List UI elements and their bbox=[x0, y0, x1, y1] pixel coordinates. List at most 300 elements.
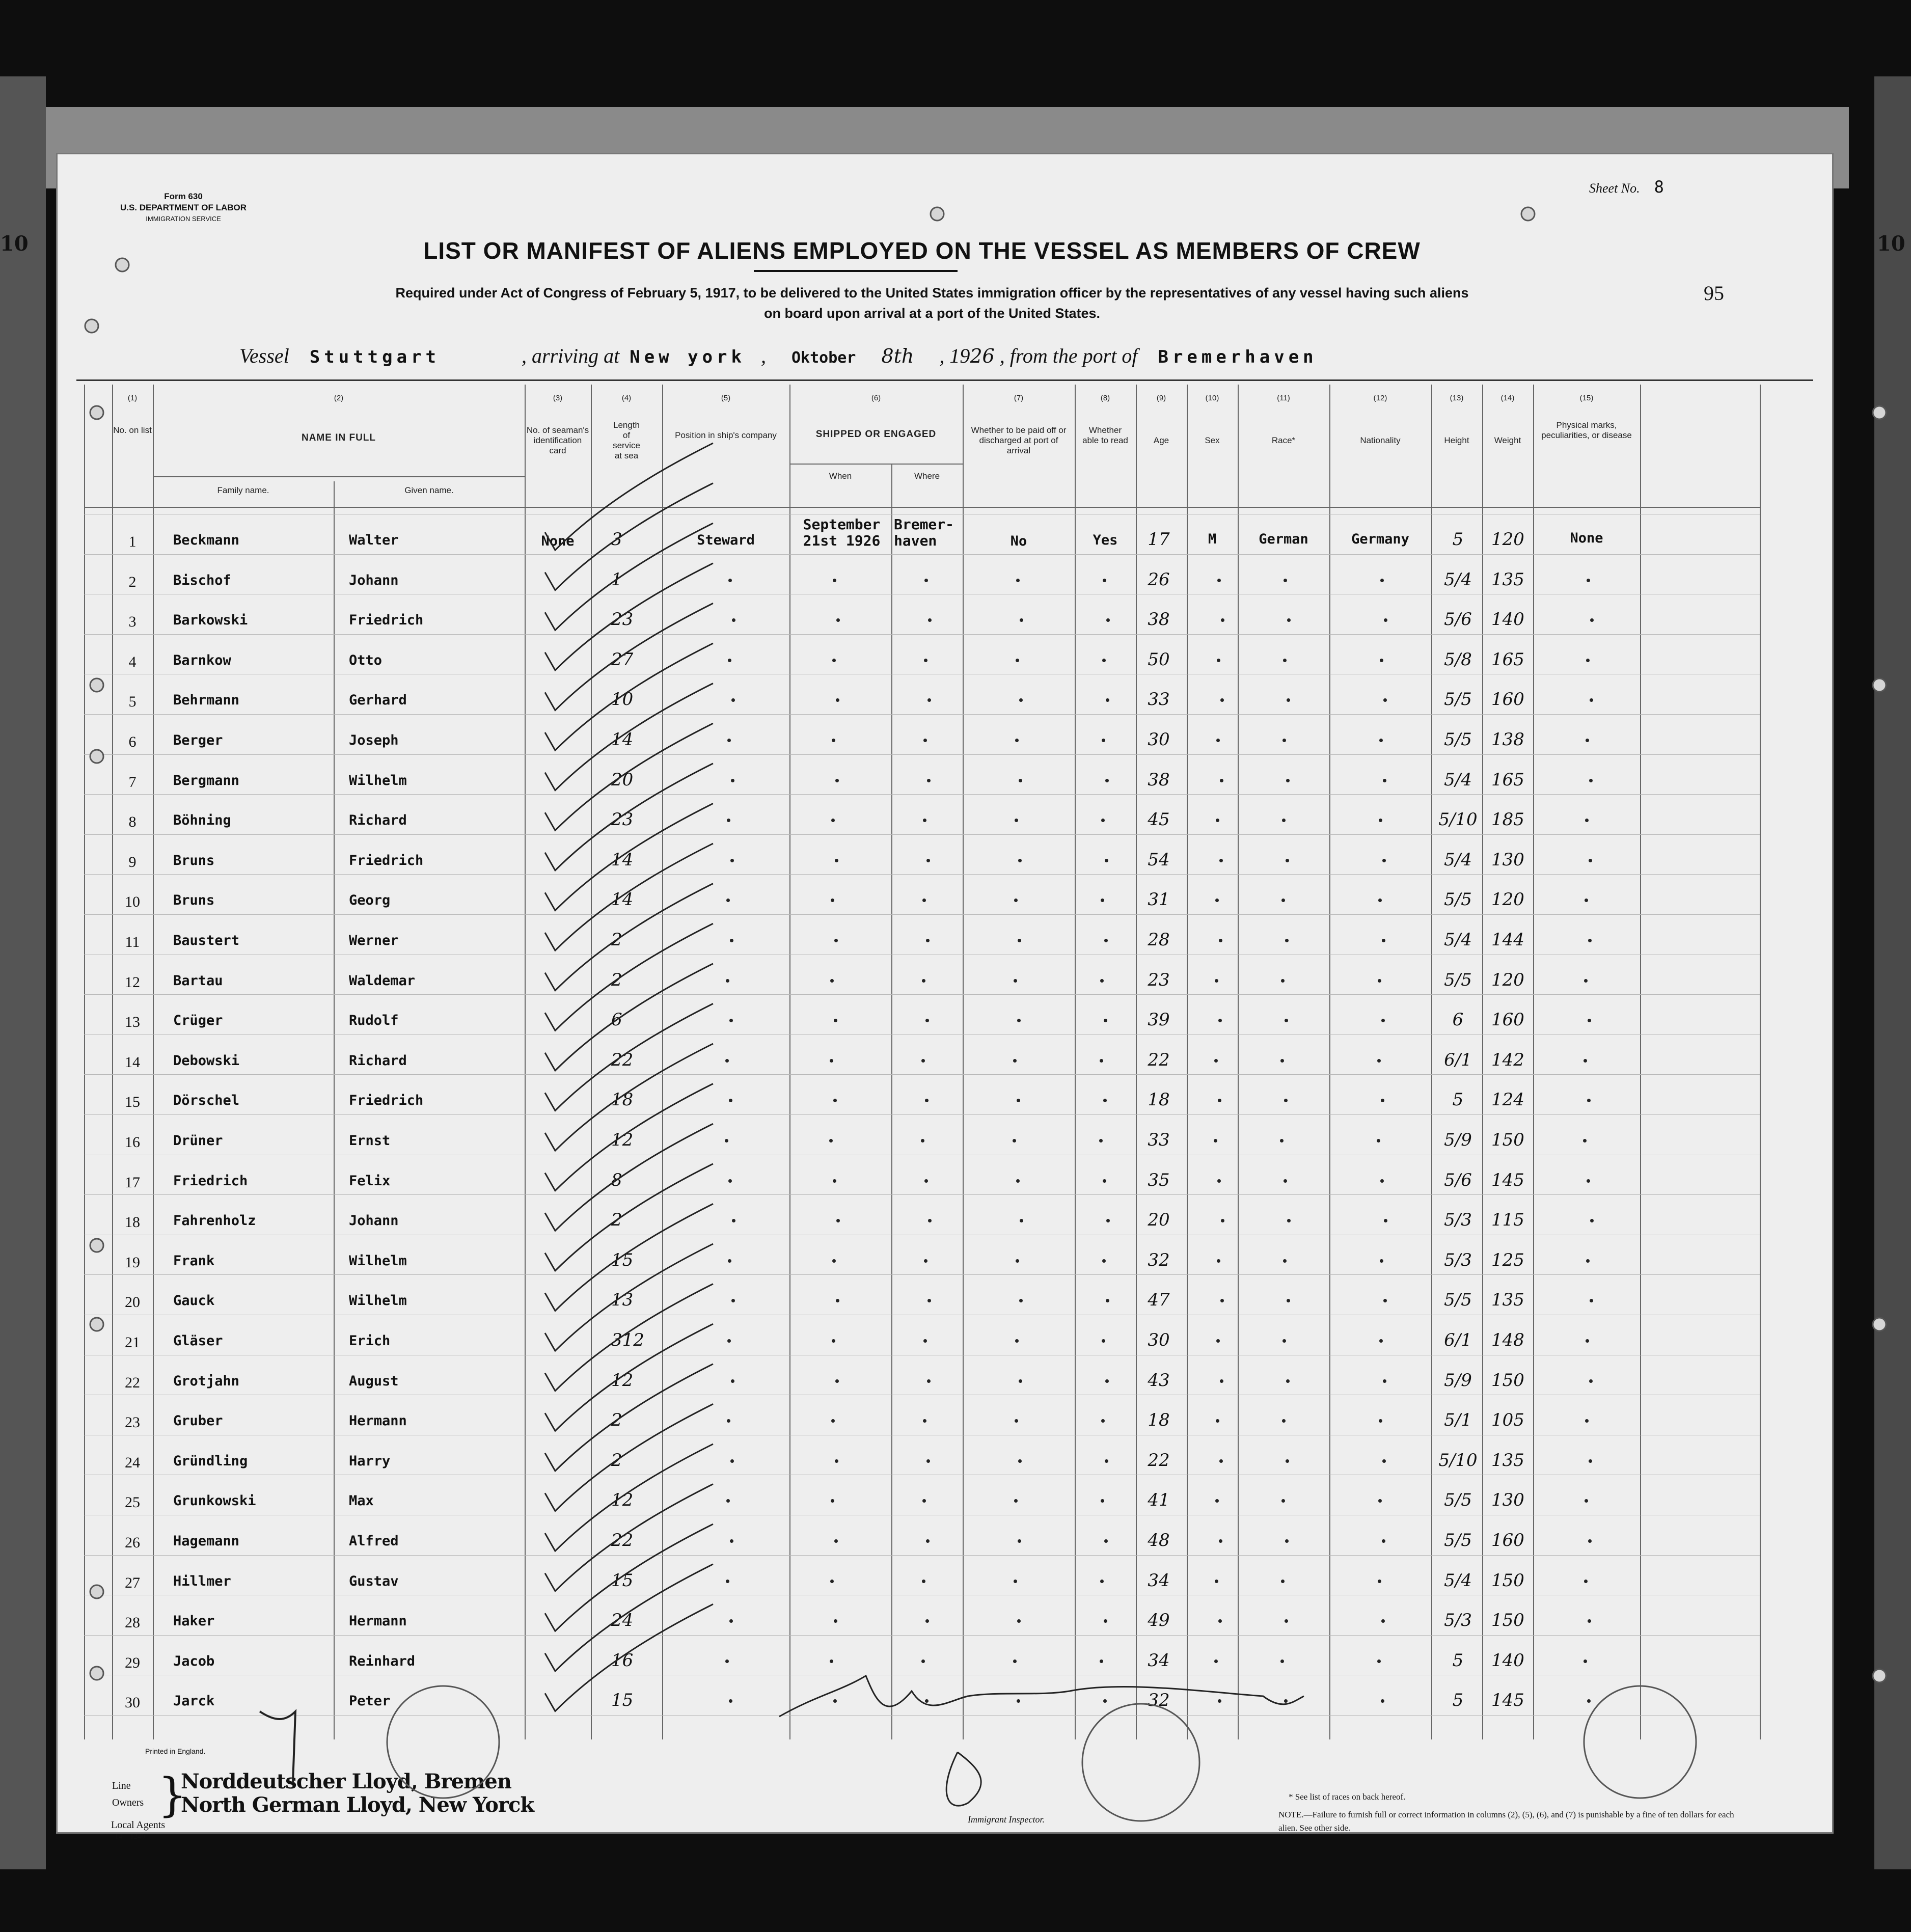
ditto-mark bbox=[1099, 1139, 1103, 1142]
ditto-mark bbox=[1380, 1259, 1383, 1263]
column-rule bbox=[1482, 385, 1483, 1739]
given-name: Friedrich bbox=[349, 1093, 424, 1109]
family-name: Drüner bbox=[173, 1133, 223, 1149]
ditto-mark bbox=[830, 1580, 834, 1583]
ditto-mark bbox=[1590, 618, 1594, 622]
ditto-mark bbox=[1014, 979, 1017, 983]
family-name: Beckmann bbox=[173, 532, 240, 548]
arrival-port: New york bbox=[630, 347, 746, 367]
weight: 124 bbox=[1491, 1090, 1524, 1110]
ditto-mark bbox=[1100, 1659, 1103, 1663]
ditto-mark bbox=[1589, 1459, 1592, 1463]
row-number: 4 bbox=[128, 653, 137, 670]
ditto-mark bbox=[1587, 1179, 1590, 1183]
ditto-mark bbox=[1106, 1299, 1109, 1302]
given-name: Johann bbox=[349, 572, 399, 588]
ditto-mark bbox=[727, 739, 731, 742]
family-name: Gruber bbox=[173, 1413, 223, 1429]
ditto-mark bbox=[922, 1499, 926, 1503]
service-length: 12 bbox=[611, 1490, 634, 1511]
ditto-mark bbox=[1020, 618, 1023, 622]
family-name: Bischof bbox=[173, 572, 231, 588]
ditto-mark bbox=[1378, 899, 1382, 902]
ditto-mark bbox=[923, 1339, 927, 1343]
ditto-mark bbox=[727, 1339, 731, 1343]
col-height: Height bbox=[1444, 436, 1469, 445]
age: 33 bbox=[1148, 1130, 1170, 1150]
ditto-mark bbox=[1281, 899, 1285, 902]
ditto-mark bbox=[732, 618, 735, 622]
age: 50 bbox=[1148, 649, 1170, 670]
ditto-mark bbox=[1106, 618, 1110, 622]
family-name: Baustert bbox=[173, 933, 240, 948]
ditto-mark bbox=[1219, 939, 1222, 942]
ditto-mark bbox=[1218, 1099, 1221, 1102]
given-name: Reinhard bbox=[349, 1653, 416, 1669]
ditto-mark bbox=[730, 939, 733, 942]
row-number: 3 bbox=[128, 613, 137, 631]
family-name: Debowski bbox=[173, 1052, 240, 1069]
ditto-mark bbox=[727, 819, 730, 822]
family-name: Hagemann bbox=[173, 1533, 240, 1549]
ditto-mark bbox=[926, 1459, 930, 1463]
col-seamans-card: No. of seaman's identification card bbox=[526, 425, 589, 455]
ditto-mark bbox=[1104, 1619, 1107, 1623]
given-name: Alfred bbox=[349, 1533, 399, 1549]
ditto-mark bbox=[1588, 1019, 1591, 1022]
inspector-label: Immigrant Inspector. bbox=[968, 1814, 1045, 1825]
ditto-mark bbox=[829, 1139, 833, 1142]
ditto-mark bbox=[732, 1219, 735, 1222]
ditto-mark bbox=[1019, 779, 1022, 782]
weight: 150 bbox=[1491, 1370, 1524, 1391]
col-physical: Physical marks, peculiarities, or disease bbox=[1541, 420, 1632, 440]
ditto-mark bbox=[1102, 659, 1106, 662]
ditto-mark bbox=[830, 1659, 833, 1663]
row-rule bbox=[84, 554, 1760, 555]
col-age: Age bbox=[1153, 436, 1169, 445]
ditto-mark bbox=[726, 1499, 730, 1503]
row-number: 17 bbox=[125, 1174, 140, 1191]
service-length: 2 bbox=[611, 969, 622, 990]
owner-line-1: Norddeutscher Lloyd, Bremen bbox=[181, 1770, 511, 1793]
family-name: Bruns bbox=[173, 852, 215, 868]
ditto-mark bbox=[1280, 1139, 1284, 1142]
family-name: Grunkowski bbox=[173, 1493, 256, 1509]
ditto-mark bbox=[1590, 1299, 1593, 1302]
service-length: 27 bbox=[611, 649, 634, 670]
ditto-mark bbox=[1218, 1019, 1222, 1022]
printed-in: Printed in England. bbox=[145, 1747, 206, 1755]
ditto-mark bbox=[1016, 579, 1020, 582]
ditto-mark bbox=[1101, 1499, 1104, 1503]
column-rule bbox=[1136, 385, 1137, 1739]
ditto-mark bbox=[728, 579, 732, 582]
ditto-mark bbox=[833, 1179, 836, 1183]
service-length: 312 bbox=[611, 1330, 644, 1350]
colnum-11: (11) bbox=[1277, 394, 1290, 402]
ditto-mark bbox=[1215, 899, 1219, 902]
service-length: 2 bbox=[611, 1210, 622, 1231]
ditto-mark bbox=[1378, 1580, 1381, 1583]
agents-label: Local Agents bbox=[111, 1819, 166, 1831]
ditto-mark bbox=[927, 1379, 931, 1383]
ditto-mark bbox=[831, 1499, 834, 1503]
ditto-mark bbox=[1282, 739, 1286, 742]
ditto-mark bbox=[1103, 1699, 1107, 1703]
service-length: 15 bbox=[611, 1570, 634, 1591]
ditto-mark bbox=[1589, 1379, 1593, 1383]
ditto-mark bbox=[1584, 1059, 1587, 1063]
ditto-mark bbox=[729, 1619, 733, 1623]
column-rule bbox=[1431, 385, 1432, 1739]
ditto-mark bbox=[1214, 1059, 1218, 1063]
header-rule bbox=[153, 476, 525, 477]
ditto-mark bbox=[1286, 1379, 1290, 1383]
ditto-mark bbox=[1104, 939, 1108, 942]
row-number: 16 bbox=[125, 1134, 140, 1151]
height: 5/5 bbox=[1444, 889, 1472, 910]
given-name: Walter bbox=[349, 532, 399, 548]
weight: 160 bbox=[1491, 689, 1524, 710]
from-label: , from the port of bbox=[999, 344, 1138, 367]
ditto-mark bbox=[1101, 899, 1104, 902]
age: 54 bbox=[1148, 849, 1170, 870]
height: 5/5 bbox=[1444, 729, 1472, 750]
family-name: Jarck bbox=[173, 1693, 215, 1709]
ditto-mark bbox=[1382, 1539, 1385, 1543]
ditto-mark bbox=[1104, 1019, 1107, 1022]
age: 49 bbox=[1148, 1610, 1170, 1631]
family-name: Gründling bbox=[173, 1453, 248, 1469]
ditto-mark bbox=[1587, 579, 1590, 582]
given-name: Hermann bbox=[349, 1613, 407, 1629]
age: 26 bbox=[1148, 569, 1170, 590]
underlying-sheet-right bbox=[1874, 76, 1911, 1869]
ditto-mark bbox=[836, 1219, 840, 1222]
ditto-mark bbox=[1590, 698, 1593, 702]
row-number: 21 bbox=[125, 1334, 140, 1351]
col-nationality: Nationality bbox=[1360, 436, 1401, 445]
ditto-mark bbox=[1383, 1299, 1387, 1302]
row-number: 23 bbox=[125, 1414, 140, 1431]
ditto-mark bbox=[922, 899, 926, 902]
ditto-mark bbox=[1382, 859, 1386, 862]
ditto-mark bbox=[1382, 939, 1385, 942]
given-name: Otto bbox=[349, 652, 383, 668]
family-name: Friedrich bbox=[173, 1173, 248, 1189]
row-number: 13 bbox=[125, 1014, 140, 1031]
column-rule bbox=[153, 385, 154, 1739]
age: 33 bbox=[1148, 689, 1170, 710]
row-number: 15 bbox=[125, 1094, 140, 1111]
row-number: 24 bbox=[125, 1454, 140, 1471]
ditto-mark bbox=[729, 1699, 732, 1703]
row1-physical: None bbox=[1570, 530, 1603, 546]
ditto-mark bbox=[1282, 1339, 1286, 1343]
ditto-mark bbox=[726, 899, 730, 902]
given-name: Gerhard bbox=[349, 692, 407, 709]
given-name: Wilhelm bbox=[349, 1253, 407, 1269]
ditto-mark bbox=[1586, 659, 1590, 662]
ditto-mark bbox=[1016, 1259, 1019, 1263]
form-header bbox=[102, 191, 265, 225]
ditto-mark bbox=[729, 1019, 733, 1022]
ditto-mark bbox=[1215, 979, 1218, 983]
column-rule bbox=[84, 385, 85, 1739]
ditto-mark bbox=[1102, 1259, 1106, 1263]
ditto-mark bbox=[1583, 1139, 1587, 1142]
ditto-mark bbox=[1383, 698, 1387, 702]
ditto-mark bbox=[730, 1459, 734, 1463]
column-rule bbox=[1329, 385, 1330, 1739]
row-rule bbox=[84, 1074, 1760, 1075]
column-rule bbox=[662, 385, 663, 1739]
ditto-mark bbox=[832, 1259, 836, 1263]
age: 18 bbox=[1148, 1090, 1170, 1110]
family-name: Hillmer bbox=[173, 1573, 231, 1589]
weight: 160 bbox=[1491, 1530, 1524, 1550]
ditto-mark bbox=[1380, 579, 1384, 582]
weight: 140 bbox=[1491, 1650, 1524, 1671]
ditto-mark bbox=[1377, 1659, 1381, 1663]
weight: 150 bbox=[1491, 1610, 1524, 1631]
service-length: 2 bbox=[611, 1410, 622, 1431]
given-name: August bbox=[349, 1373, 399, 1389]
row1-where-1: Bremer- bbox=[894, 516, 954, 533]
row-rule bbox=[84, 1715, 1760, 1716]
owner-line-2: North German Lloyd, New Yorck bbox=[181, 1793, 534, 1817]
ditto-mark bbox=[1216, 1339, 1220, 1343]
ditto-mark bbox=[1013, 1139, 1016, 1142]
service-length: 3 bbox=[611, 529, 622, 550]
age: 32 bbox=[1148, 1690, 1170, 1711]
row-number: 5 bbox=[128, 693, 137, 711]
service-length: 2 bbox=[611, 1450, 622, 1471]
colnum-8: (8) bbox=[1100, 394, 1110, 402]
ditto-mark bbox=[1217, 1259, 1220, 1263]
ditto-mark bbox=[1585, 819, 1589, 822]
column-rule bbox=[1760, 385, 1761, 1739]
colnum-10: (10) bbox=[1205, 394, 1219, 402]
given-name: Johann bbox=[349, 1213, 399, 1229]
row-number: 26 bbox=[125, 1534, 140, 1551]
ditto-mark bbox=[1281, 1499, 1285, 1503]
department-name: U.S. DEPARTMENT OF LABOR bbox=[120, 203, 247, 212]
row-rule bbox=[84, 634, 1760, 635]
row1-when-1: September bbox=[803, 516, 881, 533]
ditto-mark bbox=[1587, 1699, 1591, 1703]
sheet-value: 8 bbox=[1654, 177, 1664, 197]
col-paid-off: Whether to be paid off or discharged at port of arrival bbox=[971, 425, 1067, 455]
family-name: Gläser bbox=[173, 1333, 223, 1349]
ditto-mark bbox=[1103, 1099, 1107, 1102]
age: 30 bbox=[1148, 729, 1170, 750]
ditto-mark bbox=[725, 1059, 729, 1063]
age: 35 bbox=[1148, 1169, 1170, 1190]
service-length: 23 bbox=[611, 809, 634, 830]
document-subtitle bbox=[270, 283, 1594, 323]
ditto-mark bbox=[1105, 1459, 1108, 1463]
title-underline bbox=[754, 270, 958, 272]
ditto-mark bbox=[1379, 1419, 1382, 1423]
ditto-mark bbox=[727, 1419, 730, 1423]
family-name: Bruns bbox=[173, 892, 215, 909]
column-rule bbox=[525, 385, 526, 1739]
ditto-mark bbox=[1018, 1459, 1022, 1463]
col-position: Position in ship's company bbox=[675, 430, 777, 440]
ditto-mark bbox=[1100, 979, 1104, 983]
ditto-mark bbox=[830, 1059, 833, 1063]
col-family-name: Family name. bbox=[217, 485, 269, 495]
age: 23 bbox=[1148, 969, 1170, 990]
arriving-label: , arriving at bbox=[522, 344, 620, 367]
column-rule bbox=[963, 385, 964, 1739]
service-length: 18 bbox=[611, 1090, 634, 1110]
height: 5/6 bbox=[1444, 1169, 1472, 1190]
height: 5/3 bbox=[1444, 1210, 1472, 1231]
ditto-mark bbox=[1105, 859, 1108, 862]
ditto-mark bbox=[1014, 1580, 1017, 1583]
ditto-mark bbox=[1015, 1419, 1018, 1423]
ditto-mark bbox=[830, 979, 834, 983]
age: 38 bbox=[1148, 769, 1170, 790]
column-rule bbox=[891, 464, 892, 1739]
ditto-mark bbox=[1101, 819, 1105, 822]
family-name: Frank bbox=[173, 1253, 215, 1269]
weight: 120 bbox=[1491, 529, 1524, 550]
height: 5/10 bbox=[1438, 809, 1478, 830]
col-given-name: Given name. bbox=[404, 485, 454, 495]
ditto-mark bbox=[1019, 1379, 1022, 1383]
row1-race: German bbox=[1259, 531, 1308, 547]
ditto-mark bbox=[926, 859, 930, 862]
row-number: 19 bbox=[125, 1254, 140, 1271]
age: 41 bbox=[1148, 1490, 1170, 1511]
weight: 138 bbox=[1491, 729, 1524, 750]
ditto-mark bbox=[1287, 1219, 1291, 1222]
column-rule bbox=[1640, 385, 1641, 1739]
owners-brace: } bbox=[158, 1768, 187, 1822]
family-name: Berger bbox=[173, 732, 223, 748]
given-name: Felix bbox=[349, 1173, 391, 1189]
ditto-mark bbox=[835, 779, 839, 782]
ditto-mark bbox=[730, 1539, 733, 1543]
weight: 135 bbox=[1491, 1290, 1524, 1311]
ditto-mark bbox=[1013, 1659, 1017, 1663]
subtitle-line-2: on board upon arrival at a port of the United States. bbox=[763, 306, 1101, 321]
ditto-mark bbox=[1284, 579, 1287, 582]
ditto-mark bbox=[1015, 739, 1019, 742]
height: 6/1 bbox=[1444, 1330, 1472, 1350]
ditto-mark bbox=[928, 618, 932, 622]
row-number: 2 bbox=[128, 573, 137, 590]
ditto-mark bbox=[731, 779, 734, 782]
ditto-mark bbox=[1217, 579, 1221, 582]
ditto-mark bbox=[1015, 819, 1018, 822]
height: 6/1 bbox=[1444, 1049, 1472, 1070]
service-length: 2 bbox=[611, 930, 622, 950]
weight: 150 bbox=[1491, 1570, 1524, 1591]
ditto-mark bbox=[725, 1139, 728, 1142]
weight: 160 bbox=[1491, 1010, 1524, 1030]
age: 31 bbox=[1148, 889, 1170, 910]
row-number: 25 bbox=[125, 1494, 140, 1511]
ditto-mark bbox=[1218, 1699, 1221, 1703]
height: 5/5 bbox=[1444, 1490, 1472, 1511]
row1-sex: M bbox=[1208, 531, 1217, 547]
ditto-mark bbox=[1588, 939, 1592, 942]
row-rule bbox=[84, 714, 1760, 715]
colnum-3: (3) bbox=[553, 394, 563, 402]
colnum-2: (2) bbox=[334, 394, 344, 402]
ditto-mark bbox=[731, 698, 735, 702]
service-length: 15 bbox=[611, 1249, 634, 1270]
ditto-mark bbox=[924, 1259, 927, 1263]
ditto-mark bbox=[1017, 1019, 1021, 1022]
service-name: IMMIGRATION SERVICE bbox=[146, 215, 221, 223]
ditto-mark bbox=[1383, 779, 1386, 782]
ditto-mark bbox=[1019, 1299, 1023, 1302]
ditto-mark bbox=[834, 1539, 838, 1543]
ditto-mark bbox=[1286, 779, 1290, 782]
height: 5/3 bbox=[1444, 1249, 1472, 1270]
service-length: 14 bbox=[611, 889, 634, 910]
ditto-mark bbox=[1378, 1499, 1382, 1503]
row1-card: None bbox=[541, 533, 575, 549]
given-name: Richard bbox=[349, 812, 407, 829]
height: 5/4 bbox=[1444, 849, 1472, 870]
height: 5/1 bbox=[1444, 1410, 1472, 1431]
ditto-mark bbox=[836, 1299, 839, 1302]
row-rule bbox=[84, 794, 1760, 795]
ditto-mark bbox=[1020, 1219, 1023, 1222]
weight: 135 bbox=[1491, 569, 1524, 590]
ditto-mark bbox=[1284, 1699, 1288, 1703]
colnum-12: (12) bbox=[1373, 394, 1387, 402]
family-name: Fahrenholz bbox=[173, 1213, 256, 1229]
ditto-mark bbox=[728, 1179, 732, 1183]
ditto-mark bbox=[1102, 739, 1105, 742]
col-name-in-full: NAME IN FULL bbox=[301, 432, 376, 443]
ditto-mark bbox=[1106, 1219, 1110, 1222]
ditto-mark bbox=[921, 1659, 925, 1663]
family-name: Crüger bbox=[173, 1013, 223, 1029]
height: 5 bbox=[1452, 1090, 1464, 1110]
service-length: 8 bbox=[611, 1169, 622, 1190]
ditto-mark bbox=[835, 1379, 839, 1383]
height: 5 bbox=[1452, 529, 1464, 550]
ditto-mark bbox=[1106, 698, 1109, 702]
row-rule bbox=[84, 1635, 1760, 1636]
age: 43 bbox=[1148, 1370, 1170, 1391]
ditto-mark bbox=[922, 1580, 925, 1583]
ditto-mark bbox=[1019, 698, 1023, 702]
given-name: Waldemar bbox=[349, 972, 416, 989]
weight: 148 bbox=[1491, 1330, 1524, 1350]
ditto-mark bbox=[731, 1379, 734, 1383]
ditto-mark bbox=[833, 1099, 837, 1102]
column-rule bbox=[591, 385, 592, 1739]
subtitle-line-1: Required under Act of Congress of February 5, 1917, to be delivered to the United States immigration officer by the representatives of any vessel having such aliens bbox=[395, 285, 1469, 301]
given-name: Richard bbox=[349, 1052, 407, 1069]
ditto-mark bbox=[1284, 1099, 1288, 1102]
ditto-mark bbox=[1214, 1659, 1218, 1663]
ditto-mark bbox=[1105, 1379, 1109, 1383]
colnum-6: (6) bbox=[871, 394, 881, 402]
given-name: Peter bbox=[349, 1693, 391, 1709]
row-number: 22 bbox=[125, 1374, 140, 1391]
